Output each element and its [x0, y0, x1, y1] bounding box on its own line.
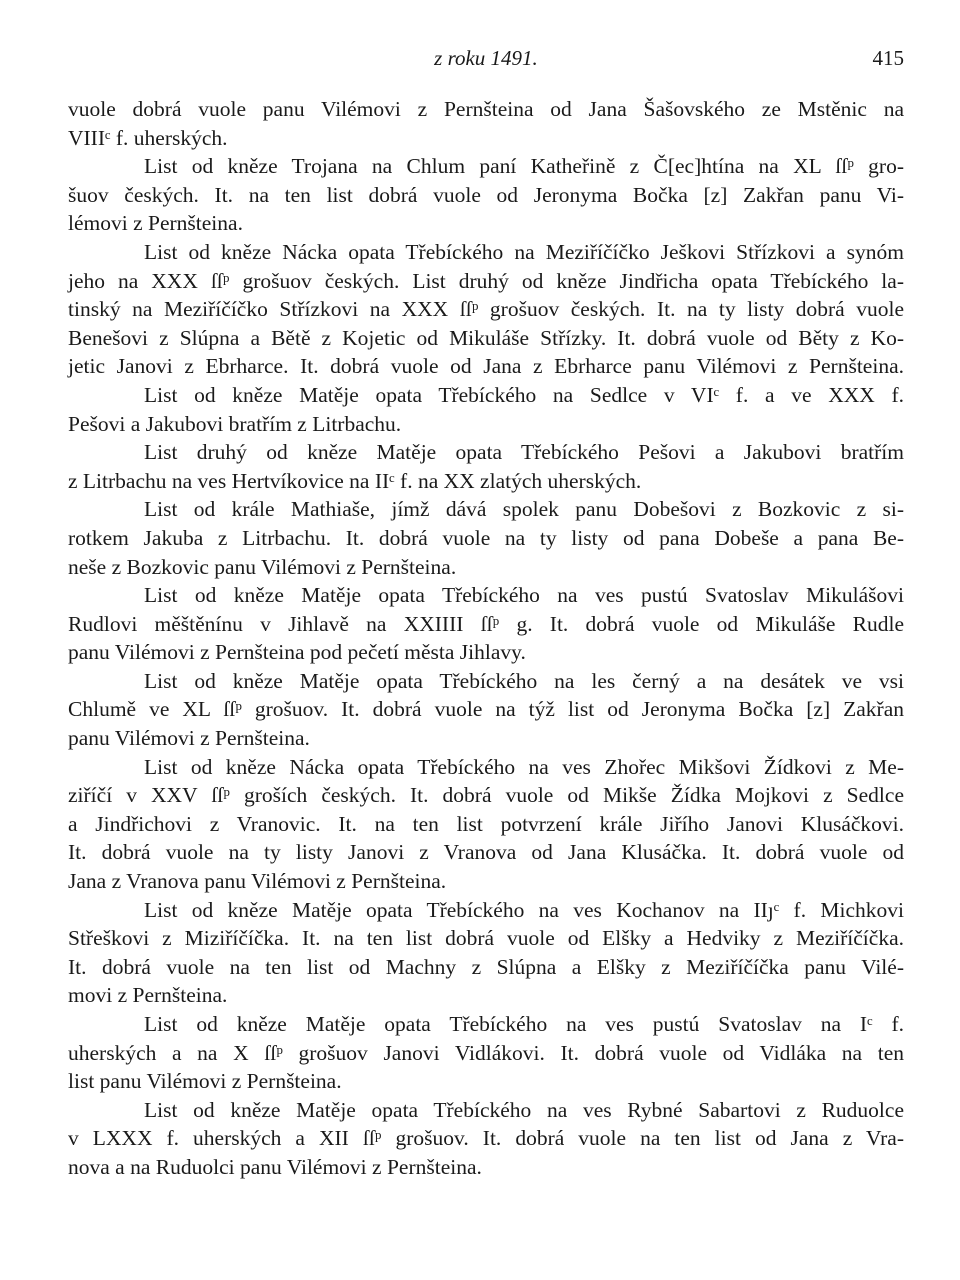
body-text — [68, 95, 904, 1182]
text-line: Rudlovi měštěnínu v Jihlavě na XXIIII ſſᵖ g. It. dobrá vuole od Mikuláše Rudle — [68, 611, 904, 636]
text-line: z Litrbachu na ves Hertvíkovice na IIᶜ f. na XX zlatých uherských. — [68, 468, 642, 493]
text-line: List od krále Mathiaše, jímž dává spolek panu Dobešovi z Bozkovic z si- — [144, 497, 904, 522]
text-line: Pešovi a Jakubovi bratřím z Litrbachu. — [68, 411, 402, 436]
text-line: nova a na Ruduolci panu Vilémovi z Pernšteina. — [68, 1154, 482, 1179]
text-line: List od kněze Matěje opata Třebíckého na Sedlce v VIᶜ f. a ve XXX f. — [144, 382, 904, 407]
text-line: šuov českých. It. na ten list dobrá vuole od Jeronyma Bočka [z] Zakřan panu Vi- — [68, 182, 904, 207]
page-number: 415 — [872, 46, 904, 70]
running-title: z roku 1491. — [434, 46, 538, 70]
text-line: a Jindřichovi z Vranovic. It. na ten list potvrzení krále Jiřího Janovi Klusáčkovi. — [68, 811, 904, 836]
text-line: List od kněze Nácka opata Třebíckého na ves Zhořec Mikšovi Žídkovi z Me- — [144, 754, 904, 779]
text-line: v LXXX f. uherských a XII ſſᵖ grošuov. It. dobrá vuole na ten list od Jana z Vra- — [68, 1126, 904, 1151]
text-line: ziříčí v XXV ſſᵖ groších českých. It. dobrá vuole od Mikše Žídka Mojkovi z Sedlce — [68, 783, 904, 808]
text-line: list panu Vilémovi z Pernšteina. — [68, 1069, 342, 1094]
text-line: Jana z Vranova panu Vilémovi z Pernšteina. — [68, 869, 447, 894]
text-line: List od kněze Matěje opata Třebíckého na ves pustú Svatoslav na Iᶜ f. — [144, 1012, 904, 1036]
text-line: List druhý od kněze Matěje opata Třebíckého Pešovi a Jakubovi bratřím — [144, 440, 904, 465]
text-line: jeho na XXX ſſᵖ grošuov českých. List druhý od kněze Jindřicha opata Třebíckého la- — [68, 268, 904, 293]
text-line: List od kněze Matěje opata Třebíckého na ves Rybné Sabartovi z Ruduolce — [144, 1097, 904, 1122]
text-line: vuole dobrá vuole panu Vilémovi z Pernšteina od Jana Šašovského ze Mstěnic na — [68, 97, 904, 121]
text-line: It. dobrá vuole na ty listy Janovi z Vranova od Jana Klusáčka. It. dobrá vuole od — [68, 840, 904, 865]
text-line: rotkem Jakuba z Litrbachu. It. dobrá vuole na ty listy od pana Dobeše a pana Be- — [68, 525, 904, 550]
text-line: VIIIᶜ f. uherských. — [68, 125, 228, 150]
text-line: jetic Janovi z Ebrharce. It. dobrá vuole od Jana z Ebrharce panu Vilémovi z Pernšteina. — [68, 354, 904, 379]
text-line: Benešovi z Slúpna a Bětě z Kojetic od Mikuláše Střízky. It. dobrá vuole od Běty z Ko- — [68, 325, 904, 350]
text-line: uherských a na X ſſᵖ grošuov Janovi Vidlákovi. It. dobrá vuole od Vidláka na ten — [68, 1040, 904, 1065]
text-line: List od kněze Matěje opata Třebíckého na ves Kochanov na IIȷᶜ f. Michkovi — [144, 897, 904, 922]
text-line: Chlumě ve XL ſſᵖ grošuov. It. dobrá vuole na týž list od Jeronyma Bočka [z] Zakřan — [68, 697, 904, 722]
text-line: movi z Pernšteina. — [68, 983, 228, 1008]
text-line: List od kněze Nácka opata Třebíckého na Meziříčíčko Ješkovi Střízkovi a synóm — [144, 239, 904, 264]
text-line: List od kněze Matěje opata Třebíckého na les černý a na desátek ve vsi — [144, 668, 904, 693]
text-line: neše z Bozkovic panu Vilémovi z Pernšteina. — [68, 554, 457, 579]
text-line: List od kněze Matěje opata Třebíckého na ves pustú Svatoslav Mikulášovi — [144, 583, 904, 608]
text-line: panu Vilémovi z Pernšteina. — [68, 726, 310, 751]
text-line: lémovi z Pernšteina. — [68, 211, 243, 236]
text-line: List od kněze Trojana na Chlum paní Katheřině z Č[ec]htína na XL ſſᵖ gro- — [144, 154, 904, 179]
text-line: panu Vilémovi z Pernšteina pod pečetí města Jihlavy. — [68, 640, 526, 665]
page-header — [68, 46, 904, 74]
text-line: tinský na Meziříčíčko Střízkovi na XXX ſſᵖ grošuov českých. It. na ty listy dobrá vuole — [68, 297, 904, 322]
text-line: Střeškovi z Miziříčíčka. It. na ten list dobrá vuole od Elšky a Hedviky z Meziříčíčka. — [68, 926, 904, 951]
text-line: It. dobrá vuole na ten list od Machny z Slúpna a Elšky z Meziříčíčka panu Vilé- — [68, 954, 904, 979]
